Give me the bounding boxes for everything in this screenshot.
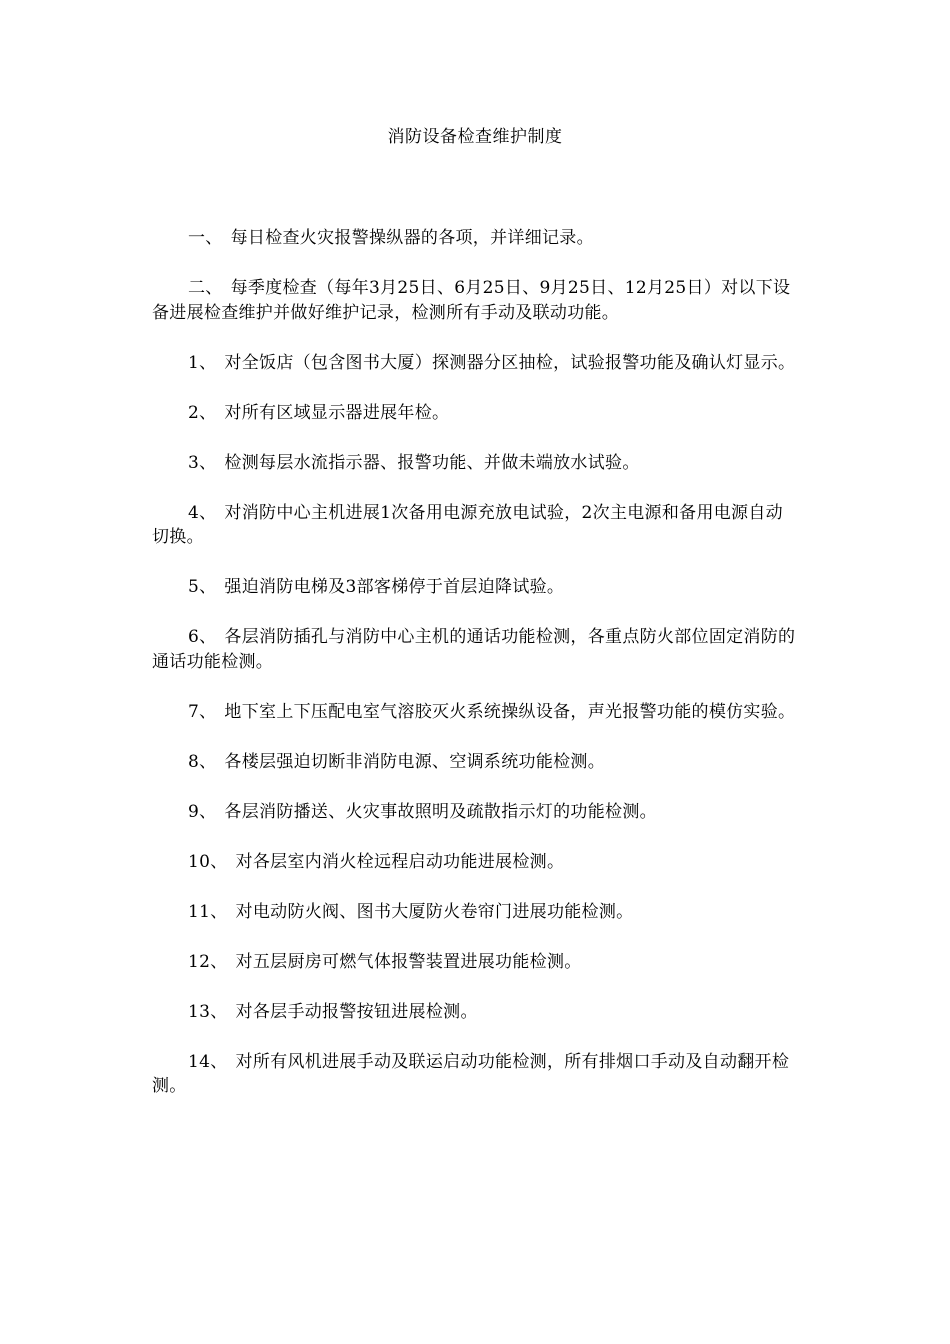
paragraph-number: 5、 [188, 577, 217, 597]
paragraph-number: 一、 [188, 228, 223, 248]
paragraph-text: 地下室上下压配电室气溶胶灭火系统操纵设备，声光报警功能的模仿实验。 [224, 701, 796, 722]
paragraph-number: 4、 [188, 502, 217, 523]
paragraph-item [152, 950, 798, 975]
paragraph-text: 每季度检查（每年3月25日、6月25日、9月25日、12月25日）对以下设备进展检查维护并做好维护记录，检测所有手动及联动功能。 [152, 278, 791, 323]
paragraph-text: 各层消防插孔与消防中心主机的通话功能检测，各重点防火部位固定消防的通话功能检测。 [152, 627, 796, 672]
paragraph-item [152, 501, 798, 550]
paragraph-text: 对全饭店（包含图书大厦）探测器分区抽检，试验报警功能及确认灯显示。 [224, 352, 796, 373]
paragraph-text: 每日检查火灾报警操纵器的各项，并详细记录。 [230, 228, 594, 248]
paragraph-number: 9、 [188, 801, 217, 822]
paragraph-item [152, 451, 798, 476]
paragraph-number: 11、 [188, 901, 228, 922]
paragraph-text: 对五层厨房可燃气体报警装置进展功能检测。 [235, 951, 582, 972]
paragraph-text: 各楼层强迫切断非消防电源、空调系统功能检测。 [224, 751, 606, 772]
paragraph-number: 7、 [188, 701, 217, 722]
paragraph-number: 1、 [188, 352, 217, 373]
paragraph-text: 各层消防播送、火灾事故照明及疏散指示灯的功能检测。 [224, 801, 657, 822]
paragraph-item [152, 226, 798, 251]
paragraph-item [152, 850, 798, 875]
paragraph-item [152, 700, 798, 725]
paragraph-number: 12、 [188, 951, 228, 972]
paragraph-number: 13、 [188, 1001, 228, 1022]
paragraph-item [152, 900, 798, 925]
paragraph-item [152, 750, 798, 775]
document-title: 消防设备检查维护制度 [387, 127, 563, 147]
paragraph-item [152, 575, 798, 600]
paragraph-text: 强迫消防电梯及3部客梯停于首层迫降试验。 [224, 577, 565, 597]
paragraph-number: 二、 [188, 278, 223, 298]
paragraph-number: 10、 [188, 851, 228, 872]
paragraph-text: 对所有风机进展手动及联运启动功能检测，所有排烟口手动及自动翻开检测。 [152, 1051, 790, 1096]
paragraph-item [152, 401, 798, 426]
document-body [152, 226, 798, 1124]
paragraph-item [152, 625, 798, 674]
paragraph-text: 对电动防火阀、图书大厦防火卷帘门进展功能检测。 [235, 901, 634, 922]
paragraph-number: 6、 [188, 627, 217, 647]
paragraph-number: 3、 [188, 452, 217, 473]
paragraph-text: 检测每层水流指示器、报警功能、并做未端放水试验。 [224, 452, 640, 473]
paragraph-text: 对各层室内消火栓远程启动功能进展检测。 [235, 851, 565, 872]
paragraph-text: 对各层手动报警按钮进展检测。 [235, 1001, 478, 1022]
paragraph-text: 对消防中心主机进展1次备用电源充放电试验，2次主电源和备用电源自动切换。 [152, 502, 783, 547]
paragraph-number: 14、 [188, 1051, 228, 1072]
paragraph-number: 2、 [188, 402, 217, 423]
paragraph-item [152, 1050, 798, 1099]
paragraph-text: 对所有区域显示器进展年检。 [224, 402, 450, 423]
paragraph-number: 8、 [188, 751, 217, 772]
paragraph-item [152, 1000, 798, 1025]
paragraph-item [152, 800, 798, 825]
paragraph-item [152, 351, 798, 376]
paragraph-item [152, 276, 798, 325]
